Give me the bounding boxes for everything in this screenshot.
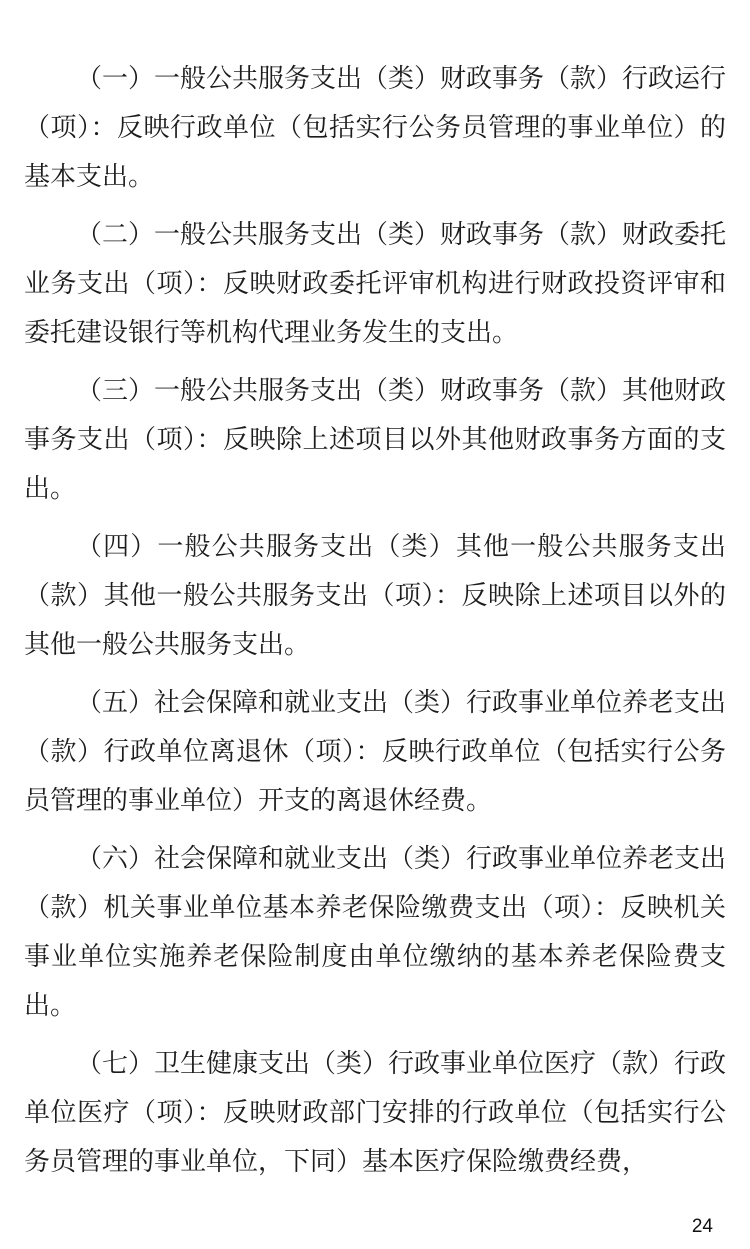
paragraph-2: （二）一般公共服务支出（类）财政事务（款）财政委托业务支出（项）：反映财政委托评审机构进行财政投资评审和委托建设银行等机构代理业务发生的支出。 xyxy=(24,220,727,347)
paragraph-1: （一）一般公共服务支出（类）财政事务（款）行政运行（项）：反映行政单位（包括实行公务员管理的事业单位）的基本支出。 xyxy=(24,64,727,191)
paragraph-6: （六）社会保障和就业支出（类）行政事业单位养老支出（款）机关事业单位基本养老保险缴费支出（项）：反映机关事业单位实施养老保险制度由单位缴纳的基本养老保险费支出。 xyxy=(24,844,727,1020)
page-number: 24 xyxy=(691,1216,713,1237)
paragraph-7: （七）卫生健康支出（类）行政事业单位医疗（款）行政单位医疗（项）：反映财政部门安排的行政单位（包括实行公务员管理的事业单位，下同）基本医疗保险缴费经费， xyxy=(24,1049,727,1176)
paragraph-4: （四）一般公共服务支出（类）其他一般公共服务支出（款）其他一般公共服务支出（项）：反映除上述项目以外的其他一般公共服务支出。 xyxy=(24,532,726,659)
paragraph-3: （三）一般公共服务支出（类）财政事务（款）其他财政事务支出（项）：反映除上述项目以外其他财政事务方面的支出。 xyxy=(24,376,727,503)
paragraph-5: （五）社会保障和就业支出（类）行政事业单位养老支出（款）行政单位离退休（项）：反映行政单位（包括实行公务员管理的事业单位）开支的离退休经费。 xyxy=(24,688,727,815)
